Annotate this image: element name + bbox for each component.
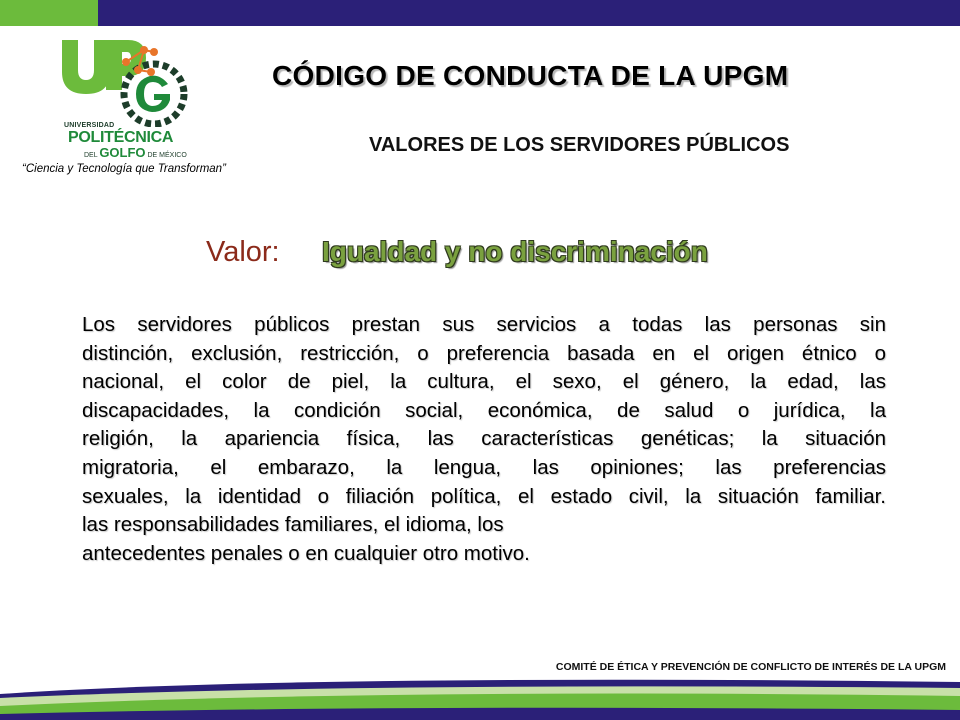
bottom-wave-decoration	[0, 674, 960, 720]
logo-politecnica-text: POLITÉCNICA	[68, 129, 174, 146]
description-line: religión, la apariencia física, las características genéticas; la situación	[82, 427, 886, 451]
description-line: distinción, exclusión, restricción, o preferencia basada en el origen étnico o	[82, 341, 886, 365]
university-slogan: “Ciencia y Tecnología que Transforman”	[22, 163, 226, 175]
description-line: Los servidores públicos prestan sus servicios a todas las personas sin	[82, 313, 886, 336]
description-line: migratoria, el embarazo, la lengua, las opiniones; las preferencias	[82, 455, 886, 479]
logo-golfo-text: GOLFO	[99, 145, 146, 160]
top-banner-green-block	[0, 0, 98, 26]
description-line: nacional, el color de piel, la cultura, el sexo, el género, la edad, las	[82, 370, 886, 394]
description-line: las responsabilidades familiares, el idioma, los	[82, 513, 504, 537]
description-line: sexuales, la identidad o filiación política, el estado civil, la situación familiar.	[82, 484, 886, 508]
footer-committee-text: COMITÉ DE ÉTICA Y PREVENCIÓN DE CONFLICTO DE INTERÉS DE LA UPGM	[555, 661, 946, 673]
page-title: CÓDIGO DE CONDUCTA DE LA UPGM	[272, 60, 789, 91]
description-line: discapacidades, la condición social, económica, de salud o jurídica, la	[82, 398, 886, 422]
top-banner-bar	[0, 0, 960, 26]
logo-university-text: UNIVERSIDAD	[64, 122, 115, 129]
value-description	[82, 311, 886, 568]
value-label: Valor:	[206, 236, 280, 268]
page-subtitle: VALORES DE LOS SERVIDORES PÚBLICOS	[369, 134, 790, 156]
value-name: Igualdad y no discriminación	[322, 236, 708, 267]
description-line: antecedentes penales o en cualquier otro motivo.	[82, 541, 530, 565]
upgm-logo	[56, 32, 196, 162]
logo-golfo-line	[84, 145, 187, 160]
logo-del-text: DEL	[84, 152, 98, 159]
upgm-emblem-icon	[56, 32, 196, 127]
logo-mexico-text: DE MÉXICO	[147, 152, 187, 159]
